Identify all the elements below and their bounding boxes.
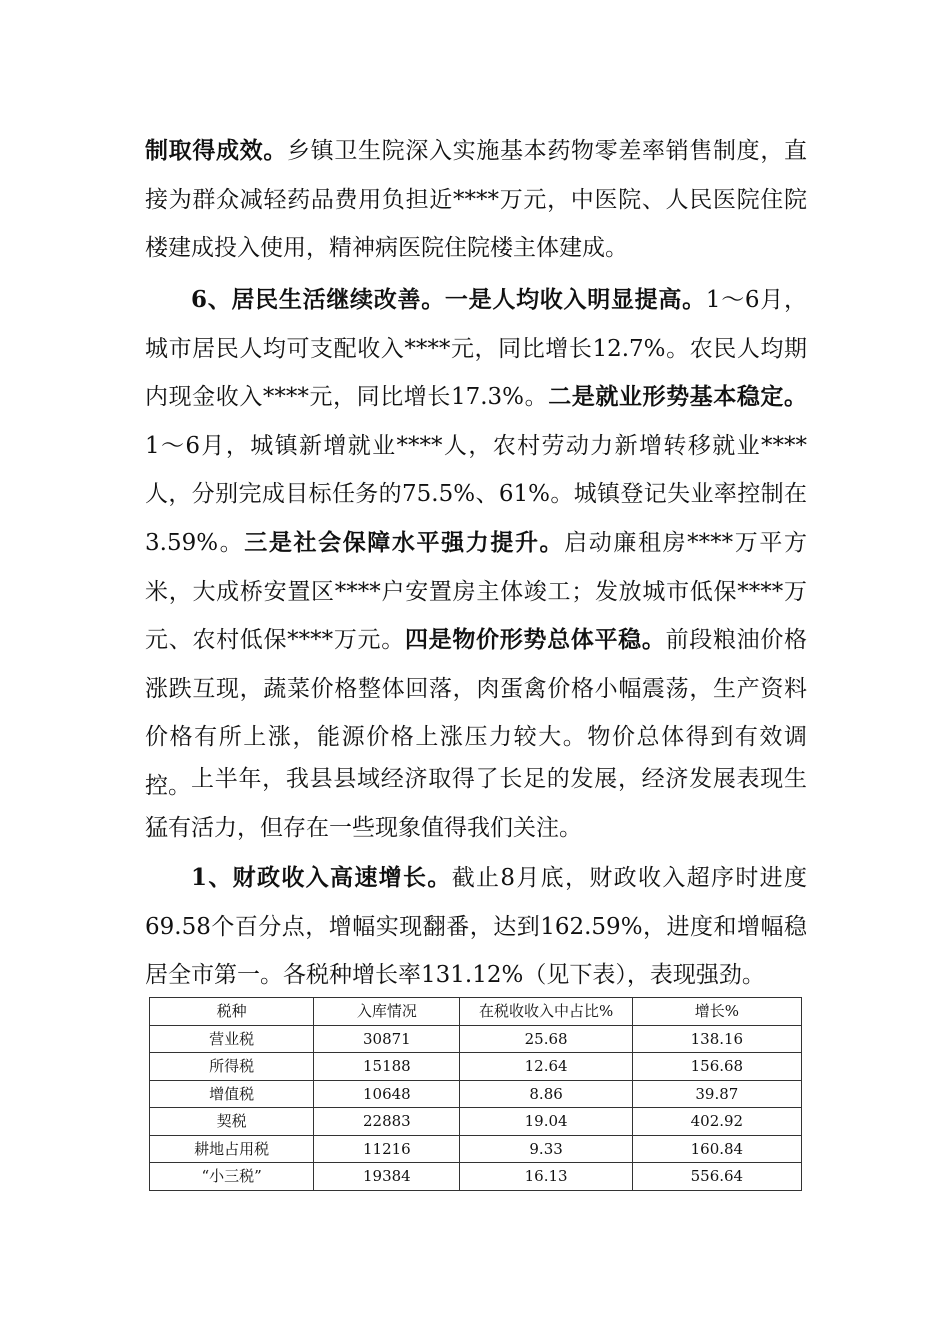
tax-table [149, 997, 802, 1191]
text-run: 前段粮油价格涨跌互现，蔬菜价格整体回落，肉蛋禽价格小幅震荡，生产资料价格有所上涨，能源价格上涨压力较大。物价总体得到有效调控。 [145, 627, 808, 799]
text-run: 1～6月，城镇新增就业****人，农村劳动力新增转移就业****人，分别完成目标任务的75.5%、61%。城镇登记失业率控制在3.59%。 [145, 432, 807, 556]
bold-text-run: 6、居民生活继续改善。 [191, 286, 445, 313]
table-row [150, 1053, 802, 1081]
table-row [150, 1080, 802, 1108]
text-run: 1～6月，城市居民人均可支配收入****元，同比增长12.7%。农民人均期内现金收入****元，同比增长17.3%。 [145, 287, 807, 411]
text-run: 启动廉租房****万平方米，大成桥安置区****户安置房主体竣工；发放城市低保****万元、农村低保****万元。 [145, 529, 807, 654]
paragraph-living-standards [145, 276, 807, 811]
table-cell: 19384 [314, 1163, 460, 1191]
table-cell: 所得税 [150, 1053, 314, 1081]
bold-text-run: 1、财政收入高速增长。 [191, 864, 452, 891]
paragraph-health [145, 127, 807, 273]
table-cell: 10648 [314, 1080, 460, 1108]
table-cell: 19.04 [460, 1108, 632, 1136]
table-cell: 402.92 [632, 1108, 801, 1136]
table-header-row [150, 998, 802, 1026]
table-cell: 39.87 [632, 1080, 801, 1108]
table-row [150, 1025, 802, 1053]
table-cell: 耕地占用税 [150, 1135, 314, 1163]
table-cell: 8.86 [460, 1080, 632, 1108]
table-cell: 营业税 [150, 1025, 314, 1053]
table-cell: 138.16 [632, 1025, 801, 1053]
table-cell: 11216 [314, 1135, 460, 1163]
bold-text-run: 一是人均收入明显提高。 [444, 286, 706, 313]
table-row [150, 1108, 802, 1136]
table-cell: 556.64 [632, 1163, 801, 1191]
table-cell: 30871 [314, 1025, 460, 1053]
text-run: 截止8月底，财政收入超序时进度69.58个百分点，增幅实现翻番，达到162.59%，进度和增幅稳居全市第一。各税种增长率131.12%（见下表），表现强劲。 [145, 865, 807, 989]
header-growth: 增长% [632, 998, 801, 1026]
table-cell: 22883 [314, 1108, 460, 1136]
table-cell: 契税 [150, 1108, 314, 1136]
header-share: 在税收收入中占比% [460, 998, 632, 1026]
bold-text-run: 二是就业形势基本稳定。 [548, 383, 807, 411]
paragraph-fiscal-revenue [145, 854, 807, 1000]
table-cell: 9.33 [460, 1135, 632, 1163]
header-tax-type: 税种 [150, 998, 314, 1026]
text-run: 乡镇卫生院深入实施基本药物零差率销售制度，直接为群众减轻药品费用负担近****万元，中医院、人民医院住院楼建成投入使用，精神病医院住院楼主体建成。 [145, 138, 808, 262]
table-cell: “小三税” [150, 1163, 314, 1191]
table-cell: 12.64 [460, 1053, 632, 1081]
table-cell: 增值税 [150, 1080, 314, 1108]
table-cell: 156.68 [632, 1053, 801, 1081]
header-receipts: 入库情况 [314, 998, 460, 1026]
table-cell: 25.68 [460, 1025, 632, 1053]
text-run: 上半年，我县县域经济取得了长足的发展，经济发展表现生猛有活力，但存在一些现象值得我们关注。 [145, 766, 807, 841]
table-row [150, 1163, 802, 1191]
table-cell: 16.13 [460, 1163, 632, 1191]
paragraph-summary [145, 755, 807, 852]
table-row [150, 1135, 802, 1163]
bold-text-run: 三是社会保障水平强力提升。 [244, 528, 565, 556]
table-cell: 160.84 [632, 1135, 801, 1163]
bold-text-run: 四是物价形势总体平稳。 [404, 626, 666, 654]
table-cell: 15188 [314, 1053, 460, 1081]
bold-text-run: 制取得成效。 [145, 137, 287, 164]
